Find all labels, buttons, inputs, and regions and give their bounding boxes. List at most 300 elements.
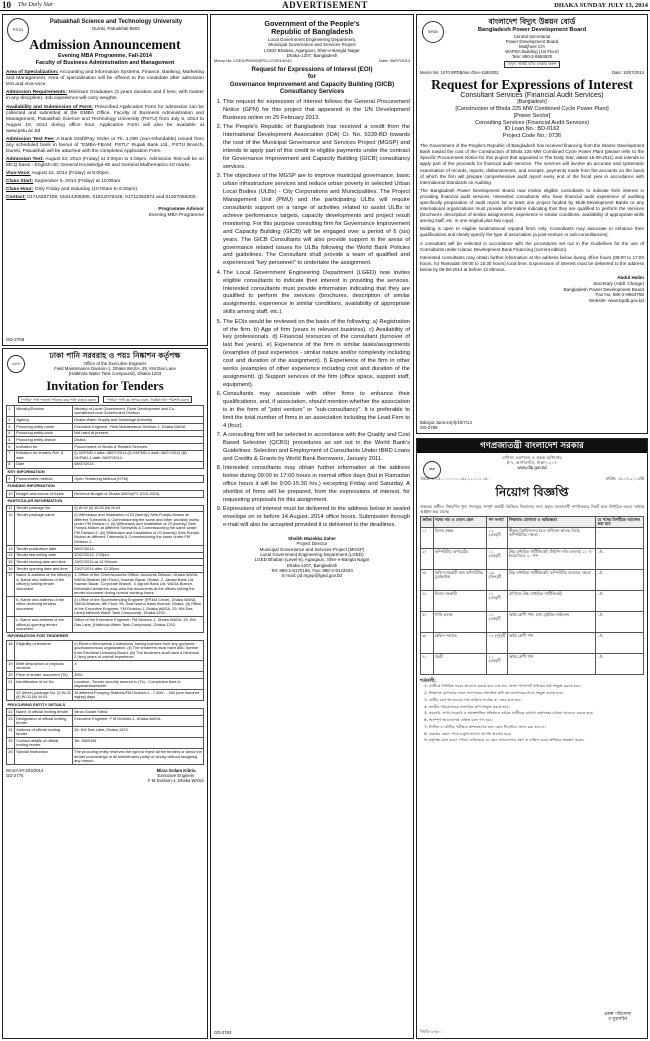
row-value: Dhaka Water Supply and Sewerage Authority. — [73, 417, 204, 424]
vacancy-row — [421, 591, 644, 612]
vacancy-cell: ০১ (এক)টি — [487, 591, 507, 612]
bgov-ministry: বাণিজ্য মন্ত্রণালয় ও প্রকল্প অধিদপ্তর — [502, 455, 562, 461]
tender-row — [7, 709, 204, 716]
row-value: Mirza Golam Kibria. — [73, 709, 204, 716]
row-value: Location - Tender security amount in (Tk) - Completion time in days/weeks/month — [73, 679, 204, 690]
row-number: 2 — [7, 417, 15, 424]
bpdb-gd-number: GD-2789 — [420, 424, 438, 430]
vacancy-cell: অফিস সহায়ক — [433, 633, 487, 654]
bpdb-signatory-org: Bangladesh Power Development Board — [563, 286, 644, 292]
university-name: Patuakhali Science and Technology University — [49, 19, 183, 25]
bpdb-building: WAPDA Building (1st Floor) — [505, 49, 559, 55]
vacancy-cell: ০১ (এক)টি — [487, 528, 507, 549]
eoi-item: 7. A consulting firm will be selected in accordance with the Quality and Cost Based Selection (QCBS) procedures as set out in the World Bank's Guidelines: Selection and Employment of Consultants Under IBRD Loans and Credits & Grants by World Bank Borrowers, January 2011. — [223, 432, 410, 464]
bpdb-para-4: A consultant will be selected in accordance with the procedures set out in the Guidelines for the use of Consultants under Islamic Development Bank Financing (current edition). — [420, 240, 644, 252]
row-value: 23/07/2014 after 12.30pm. — [73, 566, 204, 573]
wasa-slogan-2: "পানির" পানি কম অপচয় করুন, নিয়মিত বিল পরিশোধ করুন। — [103, 396, 192, 403]
lged-signatory-name: Sheikh Mazekka Zaher — [287, 536, 337, 542]
vacancy-cell: অষ্টম শ্রেণী পাশ — [507, 633, 596, 654]
lged-signatory-address: LGED Bhaban (Level-6), Agargaon, Sher-e-Bangla Nagar — [254, 557, 370, 563]
vacancy-column-header: পদের নাম ও বেতন স্কেল — [433, 516, 487, 527]
lged-signatory-project: Municipal Governance and Services Project (MGSP) — [259, 546, 365, 552]
paragraph-text: 01716287109, 01914209306, 01812076429, 01711352874 and 01927066300. — [25, 195, 197, 201]
tender-row — [7, 597, 204, 617]
bpdb-para-2: The Bangladesh Power Development Board now invites eligible consultants to indicate their interest in providing financial audit services. Interested consultants who have financial audit experience of auditing specifically preparation of audit report for at least one project funded by Multi-Development Banks or any international organizations must provide information indicating that they are qualified to perform the services (brochures, description of similar assignments, experience in similar conditions, availability of appropriate skills among staff, etc. in one original plus two copy). — [420, 187, 644, 224]
paragraph-heading: Contact: — [6, 195, 26, 201]
row-number: 18 — [7, 641, 15, 661]
row-label: Ministry/Division — [15, 406, 73, 417]
row-label: Tender publication date — [15, 546, 73, 553]
row-label: Procuring entity code — [15, 430, 73, 437]
row-value: Office of the Executive Engineer, FM Division-1, Dhaka WASA, 29, KM Das Lane, (Hatkhola Water Tank Compound), Dhaka-1203. — [73, 617, 204, 633]
wasa-slogan-1: "পানির" পানি শতভাগ পরিশুদ্ধ করে পানি ব্যবহার করুন। — [18, 396, 99, 403]
bgov-address: ই-৭, আগারগাঁও, ঢাকা-১২০৭ — [506, 459, 558, 465]
eoi-item: 8. Interested consultants may obtain further information at the address below during 09:00 to 17:00 hours in normal office days (but in Ramadan office hours it will be 9:00-15:30 hrs.) excepting Friday and Saturday. A shortlist of firms will be prepared, from the expressions of interest, for requesting proposals for this assignment. — [223, 465, 410, 505]
paragraph-heading: Admission Test: — [6, 156, 44, 162]
row-label: Budget and source of funds — [15, 491, 73, 498]
tender-row — [7, 491, 204, 498]
lged-memo-date: Date: 08/07/2014 — [379, 58, 410, 64]
section-label: PROCURING ENTITY DETAILS — [7, 701, 66, 707]
tender-row — [7, 661, 204, 672]
eoi-subject: Governance Improvement and Capacity Building (GICB) Consultancy Services — [229, 80, 395, 95]
vacancy-cell: ৬। — [421, 633, 434, 654]
vacancy-cell: -ঐ- — [596, 549, 644, 570]
vacancy-cell: প্রহরী — [433, 654, 487, 675]
eoi-item: 1. This request for expression of interest follows the General Procurement Notice (GPN) for this project that appeared in the UN Development Business online on 25 February 2013. — [223, 99, 410, 123]
condition-item: 6. অসম্পূর্ণ আবেদনপত্র বাতিল বলে গণ্য হবে। — [429, 718, 644, 723]
vacancy-cell: ৪। — [421, 591, 434, 612]
lged-signatory-email: E-mail: pd.mgsp@lged.gov.bd — [281, 573, 342, 579]
row-label: Special instruction — [15, 749, 73, 765]
lged-eoi-ad — [210, 14, 414, 1039]
row-number: 8 — [7, 461, 15, 468]
row-value: 300/- — [73, 672, 204, 679]
tender-section-heading — [7, 633, 204, 641]
vacancy-cell: স্বীকৃত বিশ্ববিদ্যালয় হতে বাণিজ্যে স্নাতক ডিগ্রি; কম্পিউটারে দক্ষতা — [507, 528, 596, 549]
bpdb-memo-date: Date: 10/07/2014 — [611, 70, 644, 76]
section-label: KEY INFORMATION — [7, 468, 45, 474]
paragraph-heading: Viva-Voce: — [6, 170, 31, 176]
paragraph-heading: Class Start: — [6, 179, 34, 185]
row-number: 4 — [7, 430, 15, 437]
bangla-recruitment-ad — [416, 438, 648, 1039]
admission-paragraph — [6, 195, 204, 201]
row-label: Designation of official inviting tender — [15, 715, 73, 726]
vacancy-row — [421, 612, 644, 633]
row-label: Procuring entity name — [15, 424, 73, 431]
section-title: ADVERTISEMENT — [282, 0, 368, 10]
condition-item: 3. প্রার্থীর বয়স আবেদনের শেষ তারিখে সর্বোচ্চ ৩০ বছর হতে হবে। — [429, 698, 644, 703]
tender-row — [7, 476, 204, 483]
paragraph-text: Prescribed Application Form for admission can be collected and submitted at the EMBA Office, Faculty of Business Administration and Management, Patuakhali Science and Technology University (PSTU) from July 5, 2014 to August 19, 2014 during office hour. Application Form will also be available at www.pstu.ac.bd — [6, 104, 204, 134]
bgov-signatory-2: ও যুগ্মসচিব — [607, 1016, 628, 1022]
eoi-item: 4. The Local Government Engineering Department (LGED) now invites eligible consultants to indicate their interest in providing the services. Interested consultants must provide information indicating that they are qualified to perform the services (brochures, description of similar assignments, experience in similar conditions, availability of appropriate skills among staff, etc.). — [223, 270, 410, 318]
wasa-office: Office of the Executive Engineer — [83, 360, 147, 366]
bpdb-sector: [Power Sector] — [513, 112, 551, 119]
faculty-name: Faculty of Business Administration and Management — [35, 59, 175, 66]
row-label: Invitation for tenders Ref. & date — [15, 450, 73, 461]
government-seal: seal — [423, 461, 441, 479]
vacancy-cell: -ঐ- — [596, 591, 644, 612]
tender-title: Invitation for Tenders — [46, 379, 164, 394]
ad-reference: GD-2768 — [6, 336, 25, 342]
row-number: 11 — [7, 505, 15, 512]
admission-paragraph — [6, 179, 204, 185]
bpdb-para-1: The Government of the People's Republic of Bangladesh has received financing from the Islamic Development Bank toward the cost of the Construction of Bhola 225 MW Combined Cycle Power Plant (please refer to the Specific Procurement Notice for this project that appeared in The Daily Star, dated 15-08-2011) and intends to apply part of the proceeds for financial audit services. The services will involve an accurate and systematic examination of records, reports, disbursements, and receipts, payments made from the accounts on the basis of which the firm will prepare comprehensive audit report every end of the fiscal year in accordance with International Standards on Auditing. — [420, 143, 644, 185]
row-number: 14 — [8, 552, 13, 558]
bpdb-consulting: Consulting Services (Financial Audit Services) — [474, 119, 590, 126]
row-value: (i) Withdrawn and Installation of 20 (twenty) Sets Pumps-Motors at different Tubewells & Commissioning the same and other ancillary works under FM Division-1. (ii) Withdrawn and Installation of 20 (twenty) Sets Pumps-Motors at different Tubewells & Commissioning the same under FM Division-1. (iii) Withdrawn and Installation of 20 (twenty) Sets Pumps-Motors at different Tubewells & Commissioning the same under FM Division-1. — [73, 512, 204, 546]
vacancy-header-row — [421, 516, 644, 527]
paragraph-text: August 22, 2014 (Friday) at 5:00pm. — [30, 170, 110, 176]
row-label: Date — [15, 461, 73, 468]
bpdb-name: Bangladesh Power Development Board — [477, 26, 587, 33]
section-label: PARTICULAR INFORMATION — [7, 497, 63, 503]
eoi-title: Request for Expressions of Interest (EOI) — [251, 65, 373, 73]
row-value: Executive Engineer, Field Maintenance Division-1, Dhaka WASA — [73, 424, 204, 431]
tender-row — [7, 641, 204, 661]
bpdb-para-3: Bidding is open to eligible local/national reputed firms only. Consultants may associate to enhance their qualifications and clearly specify the type of association (a joint-venture or sub-consultancies). — [420, 226, 644, 238]
lged-gd-number: GD-2763 — [214, 1029, 232, 1035]
bpdb-ref-number: Bdidyut Jana-24(4)/10/7/14 — [420, 419, 472, 425]
bpdb-eoi-ad — [416, 14, 648, 434]
vacancy-cell: ০১ (এক)টি — [487, 549, 507, 570]
bpdb-secretariat: Central Secretariat — [513, 33, 551, 39]
tender-row — [7, 617, 204, 633]
bgov-memo-number: স্মারক নং-১৫.০০.০০০০.১৫২.১১.০০১.১৪- — [420, 475, 489, 481]
bgov-gd-number: জিডি-২৭৮০ — [420, 1029, 442, 1035]
row-value: Open Tendering Method (OTM). — [73, 476, 204, 483]
paragraph-heading: Area of Specialization: — [6, 70, 59, 76]
row-number: 17 — [7, 572, 15, 597]
issue-date: DHAKA SUNDAY JULY 13, 2014 — [554, 2, 648, 9]
condition-item: 2. শিক্ষাগত যোগ্যতার সকল সনদপত্রের সত্যায়িত কপি আবেদনপত্রের সাথে সংযুক্ত করতে হবে। — [429, 691, 644, 696]
bgov-memo-date: তারিখ: ০৮-০৭-২০১৪খ্রি — [605, 475, 644, 481]
newspaper-name: The Daily Star — [18, 2, 54, 8]
tender-row — [7, 424, 204, 431]
tender-row — [7, 437, 204, 444]
row-value: At different Pumping Stations/FM Division-1 - 7,400/- - 180 (one hundred eighty) days — [73, 690, 204, 701]
row-label: Eligibility of tenderer — [15, 641, 73, 661]
vacancy-cell: ০৩ (তিন)টি — [487, 570, 507, 591]
row-label: Tender closing date and time — [15, 559, 73, 566]
paragraph-heading: Admission Test Fee: — [6, 136, 55, 142]
tender-row — [7, 406, 204, 417]
row-number: 15 — [8, 558, 13, 564]
admission-paragraph — [6, 105, 204, 135]
vacancy-cell: ৫। — [421, 612, 434, 633]
admission-paragraph — [6, 171, 204, 177]
tender-row — [7, 749, 204, 765]
eoi-items — [214, 99, 410, 530]
admission-paragraph — [6, 187, 204, 193]
row-label: b. Name and address of the office receiving tenders document — [15, 597, 73, 617]
row-number: 6 — [7, 444, 15, 451]
tender-row — [7, 461, 204, 468]
wasa-tender-ad — [2, 348, 208, 1039]
tender-row — [7, 727, 204, 738]
lged-memo-number: Memo No. LGED/PD/MGSP/C-07/2014/142 — [214, 58, 292, 64]
row-number: 22 — [8, 708, 13, 714]
row-label: Identification of lot No. — [15, 679, 73, 690]
lged-signatory-city: Dhaka-1207, Bangladesh — [286, 562, 338, 568]
row-number — [7, 617, 15, 633]
tender-row — [7, 738, 204, 749]
condition-item: 1. প্রার্থীকে নির্ধারিত ফরমে আবেদন করতে হবে এবং সদ্য তোলা পাসপোর্ট সাইজের ছবি সংযুক্ত করতে হবে। — [429, 684, 644, 689]
vacancy-cell: ১। — [421, 528, 434, 549]
vacancy-cell: -ঐ- — [596, 654, 644, 675]
row-label: Procurement method — [15, 476, 73, 483]
gov-title-2: Republic of Bangladesh — [271, 27, 353, 37]
condition-item: 5. সরকারি, আধা-সরকারি ও স্বায়ত্তশাসিত প্রতিষ্ঠানে কর্মরত প্রার্থীদের যথাযথ কর্তৃপক্ষের মাধ্যমে আবেদন করতে হবে। — [429, 711, 644, 716]
wasa-signatory-title: Executive Engineer — [157, 773, 195, 779]
bpdb-country: [Bangladesh] — [517, 99, 547, 106]
signatory-programme: Evening MBA Programme — [148, 213, 204, 219]
row-label: Brief description of physical services — [15, 661, 73, 672]
lged-signatory-title: Project Director — [296, 541, 328, 547]
tender-row — [7, 450, 204, 461]
paragraph-text: Only Friday and Saturday (10.00am to 6.00pm). — [33, 187, 139, 193]
bpdb-phone: Tele: 880-2-9554920 — [511, 54, 553, 60]
section-label: INFORMATION FOR TENDERER — [7, 633, 69, 639]
vacancy-cell: ৭। — [421, 654, 434, 675]
vacancy-column-header: পদ সংখ্যা — [487, 516, 507, 527]
paragraph-heading: Admission Requirements: — [6, 90, 67, 96]
lged-address: LGED Bhaban, Agargaon, Sher-e-Bangla Nagar — [264, 47, 360, 53]
tender-row — [7, 672, 204, 679]
row-number: 19 — [7, 661, 15, 672]
university-address: Dumki, Patuakhali-8602 — [92, 26, 140, 32]
row-value: 08/07/2014. — [73, 461, 204, 468]
lged-department: Local Government Engineering Department, — [267, 36, 357, 42]
row-label: Tender opening date and time — [15, 566, 73, 573]
wasa-division: Field Maintenance Division-1, Dhaka WASA, 29, KM Das Lane — [54, 366, 176, 372]
bgov-intro: প্রকল্পের অধীনে নিম্নবর্ণিত শূন্য পদসমূহে সম্পূর্ণ অস্থায়ী ভিত্তিতে নিয়োগের জন্য প্রকৃত বাংলাদেশী নাগরিকদের নিকট হতে নির্ধারিত ফরমে দরখাস্ত আহ্বান করা যাচ্ছে। — [420, 503, 644, 514]
vacancy-column-header: যে পদের বিপরীতে আবেদন করা হবে — [596, 516, 644, 527]
eoi-item: 2. The People's Republic of Bangladesh has received a credit from the International Development Association (IDA) Cr. No. 5339-BD towards the cost of the Municipal Governance and Services Project (MGSP) and intends to apply part of this credit to eligible payments under the contract for Governance Improvement and Capacity Building (GICB) consultancy services. — [223, 124, 410, 172]
tender-table — [6, 405, 204, 765]
bpdb-service: Consultant Services (Financial Audit Services) — [460, 92, 604, 100]
vacancy-table — [420, 516, 644, 675]
eoi-item: 5. The EOIs would be reviewed on the basis of the following: a) Registration of the firm. b) Age of firm (years in relevant business). c) Availability of key professionals. d) Financial resources of the consultant (turnover of last five years). e) Experience of the firm in similar tasks/assignments (examples of past experience - similar nature and/or complexity including cost and duration of the assignment). f) Experience of the firm in other works (examples of other experience including cost and duration of the assignment). g) Support services of the firm (office space, support staff, equipment). — [223, 319, 410, 390]
row-number: 10 — [8, 490, 13, 496]
lged-signatory-dept: Local Government Engineering Department (LGED) — [260, 552, 364, 557]
row-value: (i) 02/FMD-1 date: 08/07/2014 (ii) 03/FMD-1 date: 08/07/2014 (iii) 04/FMD-1 date: 08/07/2014. — [73, 450, 204, 461]
row-number: 24 — [7, 727, 15, 738]
bpdb-slogan: বিদ্যুৎ সাশ্রয়ী বাতি ব্যবহার করুন — [504, 61, 560, 68]
vacancy-row — [421, 570, 644, 591]
admission-paragraph — [6, 157, 204, 169]
row-number: 3 — [7, 424, 15, 431]
vacancy-cell: অফিস সহকারী কাম কম্পিউটার মুদ্রাক্ষরিক — [433, 570, 487, 591]
admission-paragraph — [6, 90, 204, 102]
tender-row — [7, 512, 204, 546]
vacancy-cell: কম্পিউটার অপারেটর — [433, 549, 487, 570]
row-number: 7 — [7, 450, 15, 461]
bpdb-signatory-name: Abdul Halim — [617, 275, 644, 281]
vacancy-cell: গাড়ি চালক — [433, 612, 487, 633]
row-number: 1 — [7, 406, 15, 417]
row-number: 23 — [7, 715, 15, 726]
row-number: 20 — [8, 671, 13, 677]
lged-city: Dhaka-1207, Bangladesh — [286, 52, 338, 58]
tender-row — [7, 715, 204, 726]
vacancy-row — [421, 528, 644, 549]
vacancy-column-header: ক্রমিক — [421, 516, 434, 527]
paragraph-text: A Bank Draft/Pay Order or Tk. 1,000 (non-refundable) issued from any scheduled bank in favour of "EMBA-FBAM, PSTU" Rupali Bank Ltd., PSTU Branch, Dumki, Patuakhali will be attached with the completed Application Form. — [6, 136, 204, 154]
vacancy-cell: ০২ (দুই)টি — [487, 633, 507, 654]
row-label: Name & address of the office(s) a. Name and address of the office(s) selling tender document — [15, 572, 73, 597]
tender-row — [7, 430, 204, 437]
row-value: X — [73, 661, 204, 672]
bpdb-website: Website: www.bpdb.gov.bd — [589, 298, 644, 304]
bpdb-board: Power Development Board — [505, 38, 559, 44]
paragraph-text: Accounting and Information Systems, Finance, Banking, Marketing and Management. Area of specialization will be offered to the candidate after admission test and viva-voce. — [6, 70, 205, 88]
row-number: 13 — [8, 545, 13, 551]
vacancy-row — [421, 633, 644, 654]
tender-row — [7, 552, 204, 559]
row-value: Procurement of Works & Related Services. — [73, 444, 204, 451]
row-label: Address of official inviting tender — [15, 727, 73, 738]
lged-project: Municipal Governance and Services Project — [268, 42, 356, 48]
bpdb-project: [Construction of Bhola 225 MW Combined Cycle Power Plant] — [455, 106, 609, 113]
row-value: (i) W-02 (ii) W-03 (iii) W-04 — [73, 505, 204, 512]
tender-row — [7, 679, 204, 690]
vacancy-cell: -ঐ- — [596, 612, 644, 633]
wasa-signatory-division: F M Division-1, Dhaka WASA — [148, 778, 204, 784]
row-value: 23/07/2014 at 12.00noon. — [73, 559, 204, 566]
wasa-signatory-name: Mirza Golam Kibria — [156, 768, 196, 774]
row-number: 5 — [7, 437, 15, 444]
bpdb-memo-number: Memo No: 1470 BPDB/sec./Dev-158/2002 — [420, 70, 499, 76]
eoi-item: 3. The objectives of the MGSP are to improve municipal governance, basic urban infrastructure services and reduce urban poverty in selected Urban Local Bodies (ULBs) - City Corporations and Municipalities. The Project Management Unit (PMU) and the participating ULBs will require consultants support on a range of activities related to assist ULBs to achieve performance targets, capacity developments and project result monitoring. For this purpose consulting firm for Governance Improvement and Capacity Building (GICB) will be engaged over a period of 6 (six) years. The GICB Consultants will also provide support in the areas of governance related issues for ULBs following the World Bank Policies and guidelines. The Consultant shall provide a team of qualified and experienced "key personnel" to undertake the assignment. — [223, 173, 410, 268]
paragraph-heading: Availability and Submission of Form: — [6, 104, 94, 110]
vacancy-cell: বাণিজ্যে উচ্চ মাধ্যমিক সার্টিফিকেট — [507, 591, 596, 612]
page-number: 10 — [2, 0, 11, 10]
eoi-item: 9. Expressions of interest must be delivered to the address below in sealed envelope on or before 14 August, 2014 office hours. Submission through e-mail will also be accepted provided it is delivered to the deadlines. — [223, 506, 410, 530]
tender-row — [7, 566, 204, 573]
wasa-logo: ওয়াসা — [7, 355, 25, 373]
row-value: Executive Engineer, F M Division-1, Dhaka WASA. — [73, 715, 204, 726]
row-label: c. Name and address of the office(s) opening tender document — [15, 617, 73, 633]
vacancy-row — [421, 654, 644, 675]
vacancy-cell: উচ্চ মাধ্যমিক সার্টিফিকেট; কম্পিউটার ব্যবহারে দক্ষতা — [507, 570, 596, 591]
bgov-signatory-1: প্রকল্প পরিচালক — [604, 1011, 631, 1017]
row-value: (i) Electro-Mechanical Contractors' having licenses from any gov/semi-gov/autonomous organization. (ii) The tenderers must have ABC license from Electrical Licensing Board. (iii) The tenderers shall have a minimum 2 (two) years of overall experience. — [73, 641, 204, 661]
tender-row — [7, 546, 204, 553]
lged-signatory-phone: Tel: 880-2-8170186, Fax: 880-2-9143294 — [271, 567, 353, 573]
row-label: Price of tender document (Tk) — [15, 672, 73, 679]
vacancy-cell: উচ্চ মাধ্যমিক সার্টিফিকেট; টাইপিং গতি বাংলায় ২০ ও ইংরেজিতে ২০ শব্দ — [507, 549, 596, 570]
row-label: 03 (three) package No. (i) W-02 (ii) W-03 (iii) W-04 — [16, 689, 71, 700]
condition-item: 8. প্রকল্পের মেয়াদ শেষে চাকুরি আপনা আপনি অবসান হবে। — [429, 732, 644, 737]
row-value: Revenue Budget of Dhaka WASA(FY 2014-2015). — [73, 491, 204, 498]
row-label: Contact details of official inviting tender — [15, 738, 73, 749]
wasa-bangla-title: ঢাকা পানি সরবরাহ ও পয়ঃ নিষ্কাশন কর্তৃপক্ষ — [49, 351, 181, 360]
bpdb-project-code: Project Code No.: 9736 — [502, 132, 562, 139]
paragraph-text: September 5, 2014 (Friday) at 10:00am. — [33, 179, 122, 185]
pstu-admission-ad — [2, 14, 208, 346]
bpdb-logo: BPDB — [422, 21, 444, 43]
section-label: FUNDING INFORMATION — [7, 483, 55, 489]
row-label: Tender last selling date — [15, 552, 73, 559]
row-label: Name of official inviting tender — [15, 709, 73, 716]
vacancy-cell: ০১ (এক)টি — [487, 612, 507, 633]
vacancy-cell: -ঐ- — [596, 570, 644, 591]
tender-section-heading — [7, 497, 204, 505]
vacancy-row — [421, 549, 644, 570]
eoi-item: 6. Consultants may associate with other firms to enhance their qualifications, and, if association, should mention whether the association is in the form of "joint venture" or "sub-consultancy". It is preferable to limit the total number of firms in an association including the Lead Firm to 4 (four). — [223, 391, 410, 431]
vacancy-cell: -ঐ- — [596, 633, 644, 654]
page-header — [0, 0, 650, 11]
paragraph-text: Minimum Graduates (3 years duration and if less, with master in any discipline). Job experience will carry weights. — [6, 90, 204, 102]
admission-details — [6, 70, 204, 201]
vacancy-cell: - — [596, 528, 644, 549]
row-value: Tel: 9560194. — [73, 738, 204, 749]
row-number: 16 — [8, 565, 13, 571]
row-label: Invitation for — [15, 444, 73, 451]
eoi-for: for — [307, 73, 317, 81]
wasa-ref-number: WASA-PI-203/2014 — [6, 768, 44, 774]
tender-section-heading — [7, 701, 204, 709]
row-value: 1. Office of the Chief Accounts Officer, Accounts Division, Dhaka WASA, WASA Bhaban (4th Floor), Kawran Bazar, Dhaka. 2. Janata Bank Ltd, Kawran Bazar, Corporate Branch. 3. Agrani Bank Ltd, WASA Branch. Interested tenderers may view the documents at the offices selling the tender document during normal working hours. — [73, 572, 204, 597]
bpdb-para-5: Interested consultants may obtain further information at the address below during office hours (09:00 to 17:00 hours, for Ramadan 09:00 to 15:30 hours) local time. Expressions of interest must be delivered to the address below by 06-08-2014 at before 12.00noon. — [420, 254, 644, 272]
row-label: Tender package name — [15, 512, 73, 546]
vacancy-cell: হিসাব রক্ষক — [433, 528, 487, 549]
row-number: 21 — [7, 679, 15, 690]
bpdb-area: Motijheel C/A — [518, 44, 546, 50]
bgov-website: www.dfp.gov.bd — [517, 464, 547, 470]
row-value: The procuring entity reserves the right to reject all the tenders or annul the tender proceedings or all bids/tenders partly or wholly without assigning any reason. — [74, 749, 202, 763]
paragraph-heading: Class Hour: — [6, 187, 34, 193]
tender-row — [7, 572, 204, 597]
row-value: (i) Office of the Superintending Engineer (RP&M Circle), Dhaka WASA, WASA Bhaban, 8th Floor, 98, Kazi Nazrul Islam Avenue, Dhaka. (ii) Office of the Executive Engineer, FM Division-1, Dhaka WASA, 29, KM Das Lane(Hatkhola Water Tank Compound), Dhaka-1203. — [73, 597, 204, 617]
vacancy-cell: হিসাব সহকারী — [433, 591, 487, 612]
vacancy-column-header: শিক্ষাগত যোগ্যতা ও অভিজ্ঞতা — [507, 516, 596, 527]
vacancy-cell: অষ্টম শ্রেণী পাশ; বৈধ ড্রাইভিং লাইসেন্স — [507, 612, 596, 633]
row-number: 26 — [7, 749, 15, 765]
tender-row — [7, 417, 204, 424]
condition-item: 9. কর্তৃপক্ষ কোন কারণ দর্শানো ব্যতিরেকে যে কোন আবেদনপত্র গ্রহণ বা বাতিল করার অধিকার সংরক্ষণ করেন। — [429, 738, 644, 743]
tender-row — [7, 444, 204, 451]
signatory-title: Programme Advisor — [158, 207, 204, 213]
row-value: Not used at present. — [73, 430, 204, 437]
tender-row — [7, 505, 204, 512]
admission-paragraph — [6, 137, 204, 155]
row-number: 12 — [7, 512, 15, 546]
vacancy-cell: অষ্টম শ্রেণী পাশ — [507, 654, 596, 675]
row-label: Procuring entity district — [15, 437, 73, 444]
row-value: 08/07/2014. — [73, 546, 204, 553]
tender-row — [7, 690, 204, 701]
tender-section-heading — [7, 483, 204, 491]
programme-name: Evening MBA Programme, Fall-2014 — [58, 53, 152, 60]
recruitment-notice-title: নিয়োগ বিজ্ঞপ্তি — [495, 485, 569, 500]
row-number — [7, 597, 15, 617]
row-number: 9 — [7, 476, 15, 483]
condition-item: 7. লিখিত ও মৌখিক পরীক্ষায় অংশগ্রহণের জন্য কোন টিএ/ডিএ প্রদান করা হবে না। — [429, 725, 644, 730]
wasa-address: (Hatkhola Water Tank Compound), Dhaka-1203 — [68, 371, 162, 377]
row-value: Ministry of Local Government, Rural Development and Co-operatives/Local Government Division — [73, 406, 204, 417]
condition-item: 4. জাতীয় পরিচয়পত্রের সত্যায়িত কপি সংযুক্ত করতে হবে। — [429, 705, 644, 710]
admission-paragraph — [6, 70, 204, 88]
row-label: Agency — [15, 417, 73, 424]
tender-section-heading — [7, 468, 204, 476]
conditions-list — [420, 684, 644, 743]
row-label: Tender package No. — [15, 505, 73, 512]
row-value: 29, KM Das Lane, Dhaka-1203. — [73, 727, 204, 738]
